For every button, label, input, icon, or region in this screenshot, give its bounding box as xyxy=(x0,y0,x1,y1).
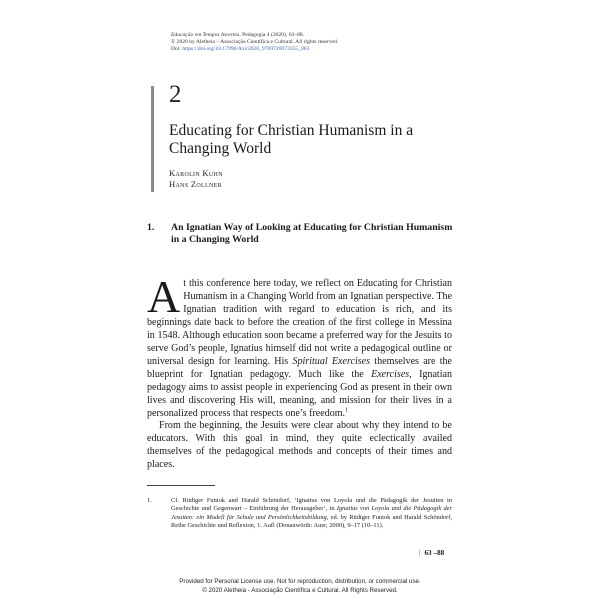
italic-title: Spiritual Exercises xyxy=(292,355,371,367)
header-doi-line xyxy=(171,46,531,53)
footnote-divider xyxy=(147,485,215,486)
journal-citation: . Pedagogia 4 (2020), 63–88. xyxy=(239,32,305,38)
chapter-vertical-rule xyxy=(151,86,154,192)
footnote-italic-title: Ignatius von Loyola und die Pädagogik der Jesuiten: ein Modell für Schule und Persönlichkeitsbildung xyxy=(171,505,452,521)
paragraph-text: , Ignatian pedagogy aims to assist people in experiencing God as present in their own lives and discovering His will, meaning, and mission for their lives in a personalized process that respects one’s freedom. xyxy=(147,368,452,419)
section-number: 1. xyxy=(147,222,155,233)
footnote-reference[interactable]: 1 xyxy=(345,407,349,414)
paragraph xyxy=(147,271,452,420)
footnote-text-part: , ed. by Rüdiger Funiok and Harald Schöndorf, Reihe Geschichte und Reflexion, 1. Aufl (Donauwörth: Auer, 2000), 9–17 (10–11). xyxy=(171,513,452,530)
running-header xyxy=(171,32,531,54)
page-range-separator: | xyxy=(419,549,421,557)
header-copyright: © 2020 by Aletheia – Associação Científica e Cultural. All rights reserved. xyxy=(171,39,339,46)
author-name: Karolin Kuhn xyxy=(169,168,223,178)
footnote-text xyxy=(171,497,452,531)
author-name: Hans Zollner xyxy=(169,179,222,189)
doi-label: Doi: xyxy=(171,46,181,53)
body-text xyxy=(147,271,452,472)
paragraph: From the beginning, the Jesuits were clear about why they intend to be educators. With this goal in mind, they quite eclectically availed themselves of the pedagogical methods and concepts of their times and places. xyxy=(147,420,452,471)
footnote-text-part: Cf. Rüdiger Funiok and Harald Schöndorf, ‘Ignatius von Loyola und die Pädagogik der Jesuiten in Geschichte und Gegenwart – Einführung der Herausgeber’, in xyxy=(171,497,452,513)
chapter-number: 2 xyxy=(169,81,182,108)
doi-link[interactable]: https://doi.org/10.17990/Axi/2020_9789726973355_063 xyxy=(182,46,310,53)
footnote-number: 1. xyxy=(147,497,152,504)
paragraph-text: t this conference here today, we reflect on Educating for Christian Humanism in a Changing World from an Ignatian perspective. The Ignatian tradition with regard to education is rich, and its beginnings date back to before the creation of the first college in Messina in 1548. Although education soon became a preferred way for the Jesuits to serve God’s people, Ignatius himself did not write a pedagogical outline or universal design for learning. His xyxy=(147,278,452,367)
drop-cap: A xyxy=(147,271,181,322)
license-copyright: © 2020 Aletheia - Associação Científica e Cultural. All Rights Reserved. xyxy=(202,587,398,594)
section-heading: An Ignatian Way of Looking at Educating for Christian Humanism in a Changing World xyxy=(171,222,453,246)
paragraph-text: themselves are the blueprint for Ignatian pedagogy. Much like the xyxy=(147,355,452,380)
page-numbers: 63 –88 xyxy=(424,549,445,557)
page-range xyxy=(419,549,444,558)
italic-title: Exercises xyxy=(371,368,410,380)
journal-title: Educação em Tempos Incertos xyxy=(171,32,240,38)
license-notice: Provided for Personal License use. Not for reproduction, distribution, or commercial use. xyxy=(179,578,421,585)
chapter-title: Educating for Christian Humanism in a Changing World xyxy=(169,122,414,157)
